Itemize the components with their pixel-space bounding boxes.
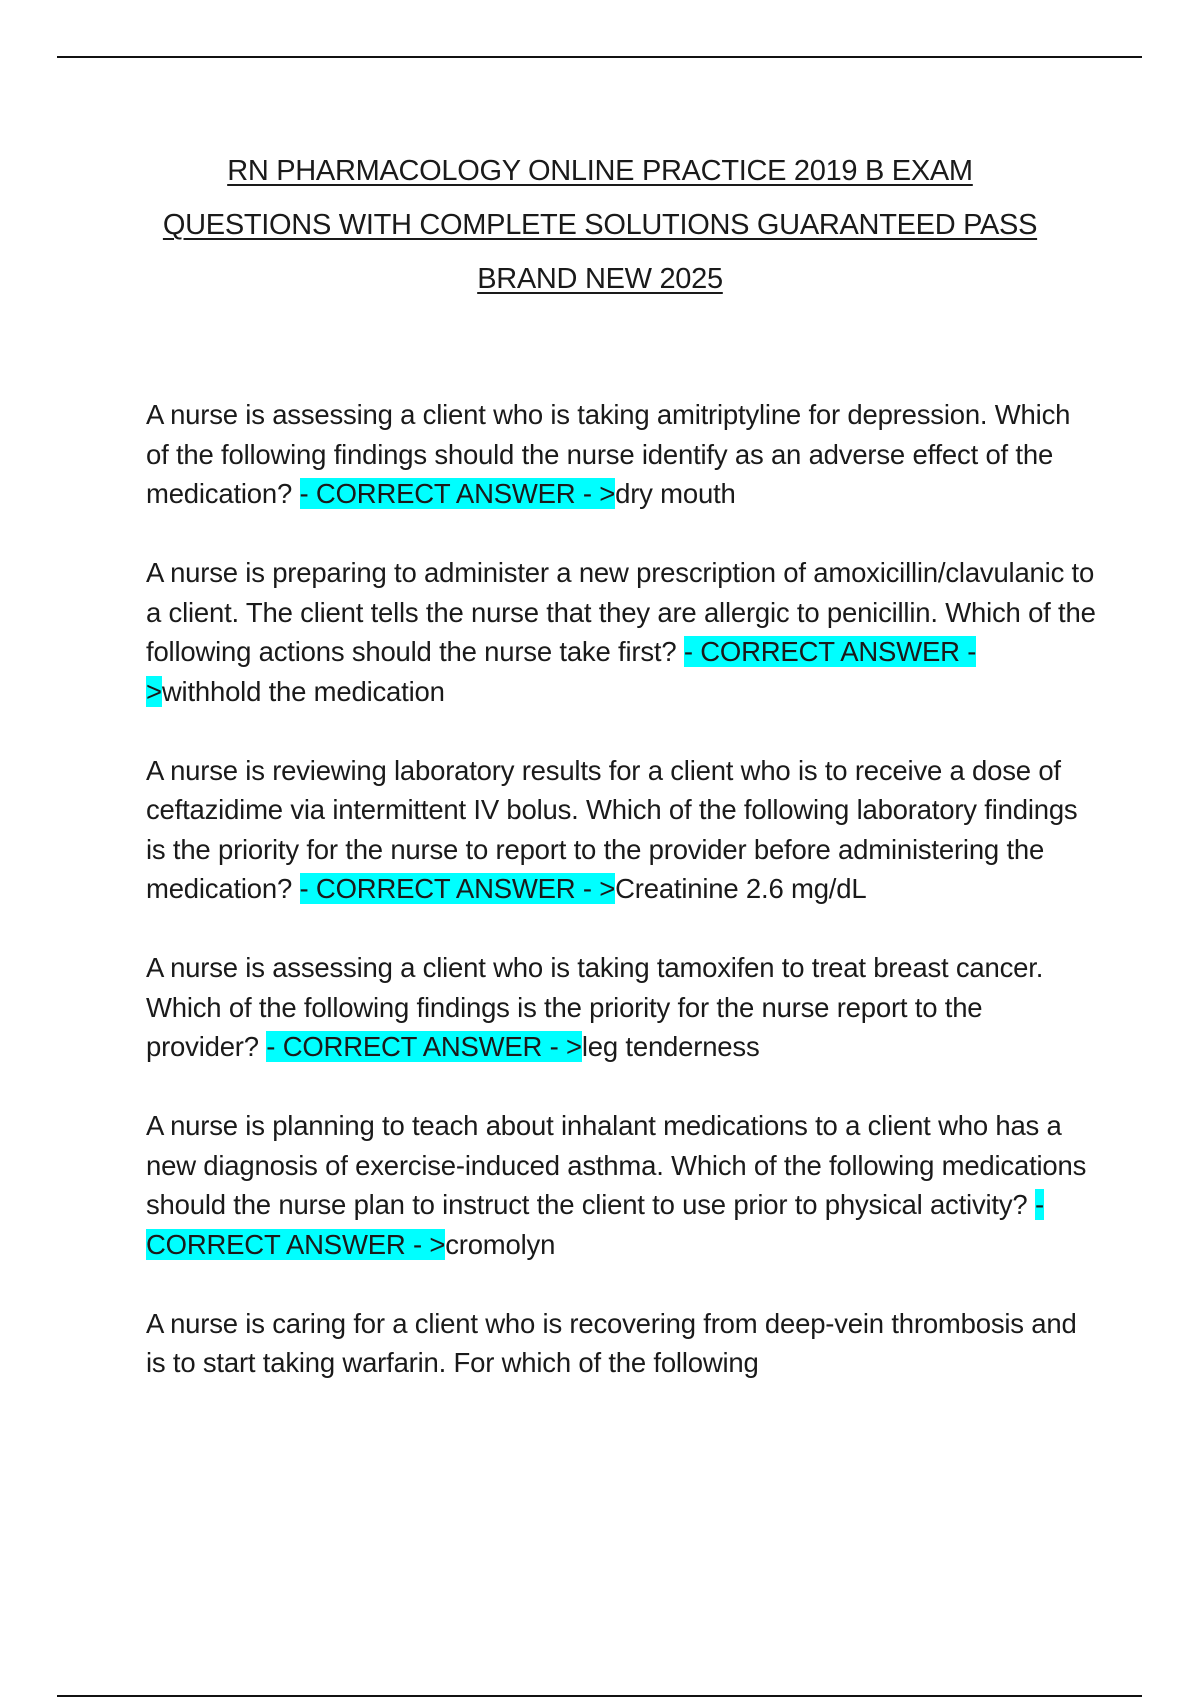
answer-text: withhold the medication <box>161 675 445 707</box>
qa-item-6-partial <box>146 1304 1096 1383</box>
question-text: A nurse is preparing to administer a new prescription of amoxicillin/clavulanic to a client. The client tells the nurse that they are allergic to penicillin. Which of the following actions should the nurse take first? <box>146 557 1096 667</box>
question-text: A nurse is caring for a client who is recovering from deep-vein thrombosis and is to start taking warfarin. For which of the following <box>146 1307 1077 1378</box>
qa-item-2 <box>146 553 1096 711</box>
answer-text: cromolyn <box>445 1228 556 1260</box>
top-rule <box>57 56 1142 58</box>
qa-list <box>146 395 1096 1422</box>
qa-item-5 <box>146 1106 1096 1264</box>
document-title <box>100 144 1100 306</box>
title-line-1: RN PHARMACOLOGY ONLINE PRACTICE 2019 B EXAM <box>227 155 973 187</box>
question-text: A nurse is assessing a client who is taking tamoxifen to treat breast cancer. Which of the following findings is the priority for the nurse report to the provider? <box>146 952 1044 1062</box>
correct-answer-marker: - CORRECT ANSWER - > <box>299 873 616 904</box>
question-text: A nurse is planning to teach about inhalant medications to a client who has a new diagnosis of exercise-induced asthma. Which of the following medications should the nurse plan to instruct the client to use prior to physical activity? <box>146 1110 1087 1220</box>
bottom-rule <box>57 1695 1142 1697</box>
correct-answer-marker: - CORRECT ANSWER - > <box>299 478 616 509</box>
qa-item-1 <box>146 395 1096 514</box>
correct-answer-marker: - CORRECT ANSWER - > <box>146 636 977 707</box>
question-text: A nurse is reviewing laboratory results for a client who is to receive a dose of ceftazidime via intermittent IV bolus. Which of the following laboratory findings is the priority for the nurse to report to the provider before administering the medication? <box>146 754 1078 904</box>
qa-item-4 <box>146 948 1096 1067</box>
answer-text: Creatinine 2.6 mg/dL <box>615 873 867 904</box>
correct-answer-marker: - CORRECT ANSWER - > <box>146 1189 1044 1260</box>
answer-text: dry mouth <box>615 478 736 509</box>
correct-answer-marker: - CORRECT ANSWER - > <box>266 1031 582 1062</box>
question-text: A nurse is assessing a client who is taking amitriptyline for depression. Which of the following findings should the nurse identify as an adverse effect of the medication? <box>146 399 1071 509</box>
answer-text: leg tenderness <box>581 1031 760 1062</box>
qa-item-3 <box>146 751 1096 909</box>
title-line-3: BRAND NEW 2025 <box>477 263 723 295</box>
title-line-2: QUESTIONS WITH COMPLETE SOLUTIONS GUARANTEED PASS <box>162 209 1038 241</box>
